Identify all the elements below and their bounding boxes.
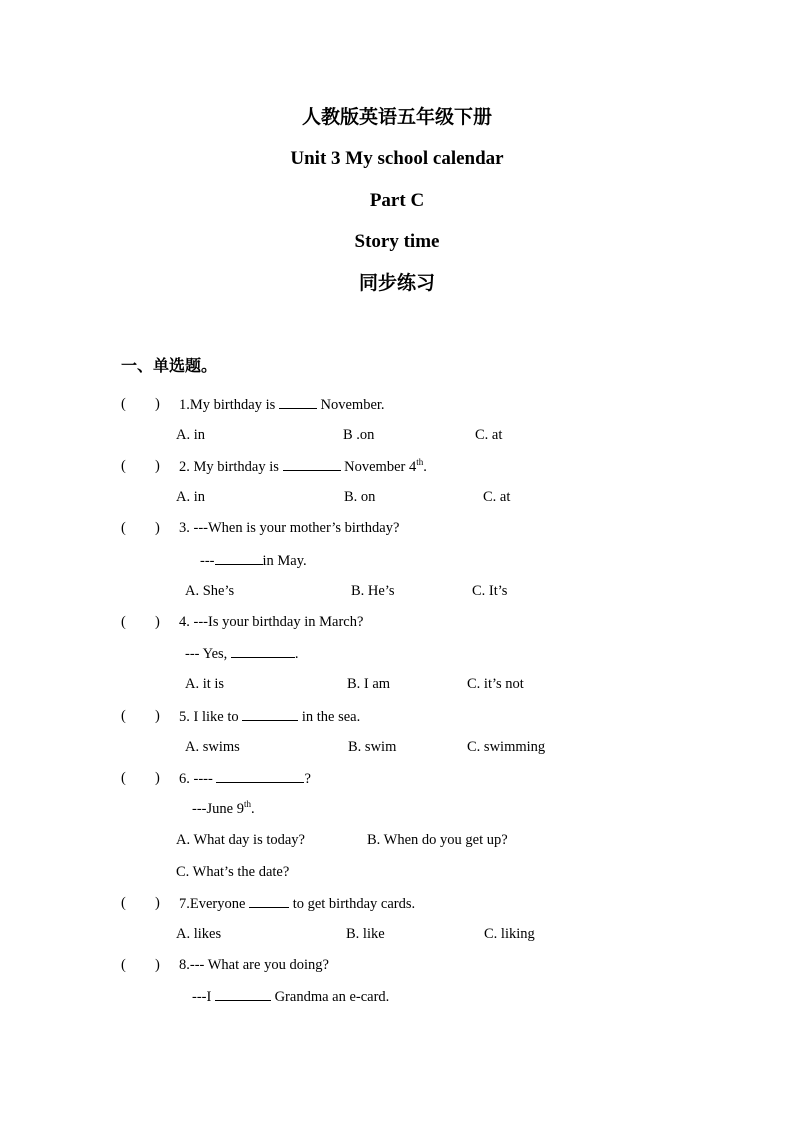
question-text: 4. ---Is your birthday in March? (179, 614, 364, 630)
part-title: Part C (369, 190, 425, 211)
answer-blank[interactable] (283, 456, 341, 471)
answer-paren-close: ) (155, 708, 160, 724)
answer-blank[interactable] (249, 893, 289, 908)
unit-title: Unit 3 My school calendar (290, 148, 504, 169)
option-a[interactable]: A. in (176, 427, 205, 443)
answer-blank[interactable] (215, 986, 271, 1001)
reply-text: --- in May. (200, 550, 307, 571)
answer-blank[interactable] (231, 643, 295, 658)
answer-paren-close: ) (155, 520, 160, 536)
reply-text: ---I Grandma an e-card. (192, 986, 389, 1007)
option-b[interactable]: B. swim (348, 739, 397, 755)
answer-paren-open: ( (121, 770, 126, 786)
option-a[interactable]: A. She’s (185, 583, 235, 599)
option-c[interactable]: C. liking (484, 926, 535, 942)
option-b[interactable]: B .on (343, 427, 375, 443)
option-a[interactable]: A. it is (185, 676, 225, 692)
question-text: 2. My birthday is November 4th. (179, 457, 427, 475)
practice-title-cn: 同步练习 (358, 273, 435, 294)
option-b[interactable]: B. like (346, 926, 385, 942)
answer-paren-close: ) (155, 614, 160, 630)
story-title: Story time (354, 231, 440, 252)
option-c[interactable]: C. it’s not (467, 676, 524, 692)
option-b[interactable]: B. I am (347, 676, 391, 692)
option-a[interactable]: A. swims (185, 739, 240, 755)
question-text: 5. I like to in the sea. (179, 706, 360, 727)
answer-paren-close: ) (155, 957, 160, 973)
answer-blank[interactable] (216, 768, 304, 783)
reply-text: ---June 9th. (192, 799, 255, 817)
answer-paren-close: ) (155, 895, 160, 911)
option-c[interactable]: C. It’s (472, 583, 508, 599)
answer-blank[interactable] (279, 394, 317, 409)
worksheet-title-cn: 人教版英语五年级下册 (301, 107, 492, 128)
option-c[interactable]: C. at (475, 427, 503, 443)
answer-paren-open: ( (121, 708, 126, 724)
option-b[interactable]: B. When do you get up? (367, 832, 508, 848)
option-c[interactable]: C. at (483, 489, 511, 505)
option-c[interactable]: C. swimming (467, 739, 546, 755)
question-text: 6. ---- ? (179, 768, 311, 789)
answer-paren-open: ( (121, 458, 126, 474)
answer-paren-close: ) (155, 770, 160, 786)
question-text: 1.My birthday is November. (179, 394, 385, 415)
option-b[interactable]: B. on (344, 489, 376, 505)
answer-paren-open: ( (121, 614, 126, 630)
option-c[interactable]: C. What’s the date? (176, 864, 290, 880)
answer-blank[interactable] (242, 706, 298, 721)
answer-paren-open: ( (121, 957, 126, 973)
answer-paren-open: ( (121, 895, 126, 911)
option-a[interactable]: A. likes (176, 926, 222, 942)
answer-paren-close: ) (155, 458, 160, 474)
question-text: 8.--- What are you doing? (179, 957, 329, 973)
question-text: 3. ---When is your mother’s birthday? (179, 520, 400, 536)
answer-paren-open: ( (121, 520, 126, 536)
option-a[interactable]: A. in (176, 489, 205, 505)
answer-paren-open: ( (121, 396, 126, 412)
answer-paren-close: ) (155, 396, 160, 412)
option-a[interactable]: A. What day is today? (176, 832, 305, 848)
reply-text: --- Yes, . (185, 643, 299, 664)
question-text: 7.Everyone to get birthday cards. (179, 893, 415, 914)
answer-blank[interactable] (215, 550, 263, 565)
section-heading: 一、单选题。 (121, 358, 218, 375)
option-b[interactable]: B. He’s (351, 583, 395, 599)
